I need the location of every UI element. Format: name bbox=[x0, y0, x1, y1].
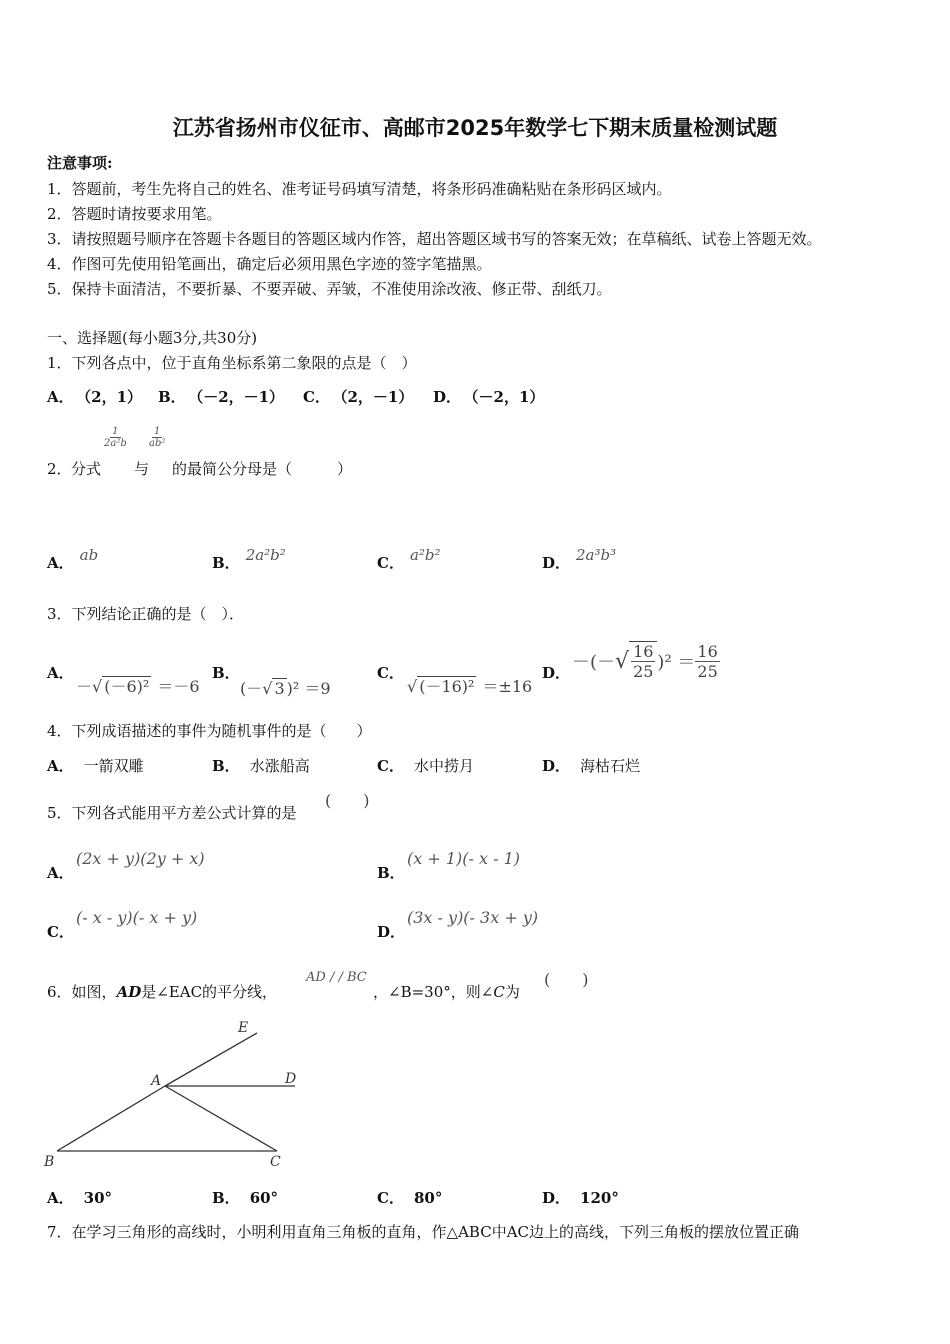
radicand-numerator: 16 bbox=[633, 642, 654, 661]
option-text: 一箭双雕 bbox=[83, 757, 144, 775]
segment-ac bbox=[165, 1086, 277, 1151]
fraction-denominator: 2a²b bbox=[104, 438, 127, 449]
q6-num: 6． bbox=[47, 983, 72, 1001]
expr-pre: －(－ bbox=[572, 652, 616, 673]
question-2-post: 的最简公分母是（ ） bbox=[172, 460, 353, 478]
q6-post: 为 bbox=[504, 983, 520, 1001]
option-math: 2a³b³ bbox=[576, 546, 617, 564]
q3-option-c-expr: √ (－16)² ＝±16 bbox=[407, 677, 533, 696]
fraction-numerator: 1 bbox=[112, 426, 119, 437]
point-label-e: E bbox=[238, 1020, 249, 1036]
option-label: A． bbox=[47, 388, 74, 406]
notice-item: 2．答题时请按要求用笔。 bbox=[47, 205, 222, 223]
question-6-stem bbox=[47, 981, 277, 1002]
option-label: C． bbox=[377, 664, 404, 682]
q6-mid2: ，∠B=30°，则∠ bbox=[373, 983, 494, 1001]
question-2-mid: 与 bbox=[134, 460, 150, 478]
option-label: C． bbox=[377, 757, 404, 775]
expr-radicand: 3 bbox=[274, 679, 285, 698]
option-text: 60° bbox=[249, 1189, 279, 1207]
option-label: B． bbox=[212, 1189, 240, 1207]
segment-ba bbox=[57, 1086, 165, 1151]
option-label: D． bbox=[377, 923, 406, 941]
q2-option-b bbox=[212, 546, 286, 573]
q2-option-d bbox=[542, 546, 617, 573]
fraction-denominator: ab² bbox=[149, 438, 166, 449]
point-label-c: C bbox=[270, 1154, 281, 1170]
question-3-stem: 3．下列结论正确的是（ ）． bbox=[47, 605, 245, 623]
geometry-figure bbox=[40, 1015, 310, 1175]
q2-option-a bbox=[47, 546, 99, 573]
option-text: （－2，1） bbox=[471, 388, 545, 406]
option-label: B． bbox=[212, 554, 240, 572]
question-4-stem: 4．下列成语描述的事件为随机事件的是（ ） bbox=[47, 722, 372, 740]
radicand-denominator: 25 bbox=[633, 662, 654, 681]
option-label: C． bbox=[47, 923, 74, 941]
option-text: （2，1） bbox=[83, 388, 143, 406]
q1-option-b bbox=[158, 386, 284, 407]
option-label: A． bbox=[47, 864, 74, 882]
notice-item: 5．保持卡面清洁，不要折暴、不要弄破、弄皱，不准使用涂改液、修正带、刮纸刀。 bbox=[47, 280, 612, 298]
point-label-a: A bbox=[151, 1073, 162, 1089]
rhs-denominator: 25 bbox=[697, 661, 718, 681]
option-label: A． bbox=[47, 757, 74, 775]
q3-option-d-expr: －(－ √ $\frac{16}{25}$ )² ＝ $\frac{16}{25}$ bbox=[572, 641, 718, 681]
option-label: B． bbox=[212, 757, 240, 775]
q2-option-c bbox=[377, 546, 441, 573]
question-6-paren: ( ) bbox=[544, 970, 589, 989]
option-label: D． bbox=[542, 757, 571, 775]
q6-option-a bbox=[47, 1187, 112, 1208]
point-label-b: B bbox=[44, 1154, 55, 1170]
question-7-stem: 7．在学习三角形的高线时，小明利用直角三角板的直角，作△ABC中AC边上的高线，下列三角板的摆放位置正确 bbox=[47, 1223, 800, 1241]
q3-option-b-expr: (－√ 3 )² ＝9 bbox=[240, 679, 331, 698]
option-text: 海枯石烂 bbox=[580, 757, 641, 775]
expr-radicand: (－16)² bbox=[419, 677, 475, 696]
option-label: B． bbox=[158, 388, 186, 406]
expr-post: )² ＝ bbox=[657, 652, 696, 673]
expr-pre: － bbox=[76, 677, 93, 696]
option-math: ab bbox=[79, 546, 99, 564]
q2-fraction-1 bbox=[104, 426, 127, 449]
option-label: D． bbox=[542, 664, 571, 682]
notice-heading: 注意事项: bbox=[47, 154, 113, 172]
q5-option-d-expr: (3x - y)(- 3x + y) bbox=[407, 908, 539, 927]
option-label: D． bbox=[542, 554, 571, 572]
option-label: C． bbox=[377, 1189, 404, 1207]
page-title: 江苏省扬州市仪征市、高邮市2025年数学七下期末质量检测试题 bbox=[172, 116, 778, 140]
section-heading: 一、选择题(每小题3分,共30分) bbox=[47, 329, 258, 347]
option-label: C． bbox=[377, 554, 404, 572]
notice-item: 4．作图可先使用铅笔画出，确定后必须用黑色字迹的签字笔描黑。 bbox=[47, 255, 492, 273]
option-math: 2a²b² bbox=[245, 546, 286, 564]
point-label-d: D bbox=[285, 1071, 297, 1087]
q5-option-b-expr: (x + 1)(- x - 1) bbox=[407, 849, 521, 868]
expr-pre: (－ bbox=[240, 679, 263, 698]
option-label: D． bbox=[542, 1189, 571, 1207]
q4-option-d bbox=[542, 755, 640, 776]
q2-fraction-2 bbox=[149, 426, 165, 449]
option-text: 120° bbox=[580, 1189, 619, 1207]
q4-option-a bbox=[47, 755, 144, 776]
question-5-stem: 5．下列各式能用平方差公式计算的是 bbox=[47, 804, 297, 822]
q5-option-a-expr: (2x + y)(2y + x) bbox=[76, 849, 205, 868]
question-1-stem: 1．下列各点中，位于直角坐标系第二象限的点是（ ） bbox=[47, 354, 417, 372]
q6-option-b bbox=[212, 1187, 278, 1208]
option-label: B． bbox=[212, 664, 240, 682]
option-text: 30° bbox=[83, 1189, 113, 1207]
q1-option-c bbox=[303, 386, 413, 407]
q6-mid: 是∠EAC的平分线， bbox=[141, 983, 278, 1001]
expr-post: )² ＝9 bbox=[286, 679, 331, 698]
option-label: C． bbox=[303, 388, 330, 406]
question-2-num: 2． bbox=[47, 460, 72, 478]
question-5-paren: ( ) bbox=[325, 791, 370, 810]
option-label: A． bbox=[47, 664, 74, 682]
segment-ae bbox=[165, 1033, 257, 1086]
option-text: （－2，－1） bbox=[195, 388, 285, 406]
q3-option-a-expr: －√ (－6)² ＝－6 bbox=[76, 677, 200, 696]
notice-item: 1．答题前，考生先将自己的姓名、准考证号码填写清楚，将条形码准确粘贴在条形码区域内。 bbox=[47, 180, 672, 198]
q6-pre: 如图， bbox=[71, 983, 117, 1001]
q5-option-c-expr: (- x - y)(- x + y) bbox=[76, 908, 198, 927]
expr-post: ＝－6 bbox=[157, 677, 200, 696]
q6-ad: AD bbox=[116, 983, 142, 1001]
q6-option-c bbox=[377, 1187, 442, 1208]
option-text: 水涨船高 bbox=[249, 757, 310, 775]
option-text: 水中捞月 bbox=[413, 757, 474, 775]
q6-c: C bbox=[493, 983, 505, 1001]
q6-parallel: AD / / BC bbox=[306, 970, 367, 985]
option-text: （2，－1） bbox=[339, 388, 414, 406]
option-label: A． bbox=[47, 1189, 74, 1207]
option-text: 80° bbox=[413, 1189, 443, 1207]
expr-post: ＝±16 bbox=[482, 677, 533, 696]
expr-radicand: (－6)² bbox=[104, 677, 150, 696]
question-2-pre: 分式 bbox=[71, 460, 102, 478]
notice-item: 3．请按照题号顺序在答题卡各题目的答题区域内作答，超出答题区域书写的答案无效；在草稿纸、试卷上答题无效。 bbox=[47, 230, 822, 248]
q4-option-c bbox=[377, 755, 474, 776]
option-label: B． bbox=[377, 864, 405, 882]
q1-option-a bbox=[47, 386, 142, 407]
q6-option-d bbox=[542, 1187, 619, 1208]
rhs-numerator: 16 bbox=[697, 641, 718, 661]
q1-option-d bbox=[433, 386, 544, 407]
q4-option-b bbox=[212, 755, 310, 776]
option-label: D． bbox=[433, 388, 462, 406]
option-math: a²b² bbox=[409, 546, 441, 564]
question-6-stem-2 bbox=[373, 981, 520, 1002]
fraction-numerator: 1 bbox=[154, 426, 161, 437]
option-label: A． bbox=[47, 554, 74, 572]
